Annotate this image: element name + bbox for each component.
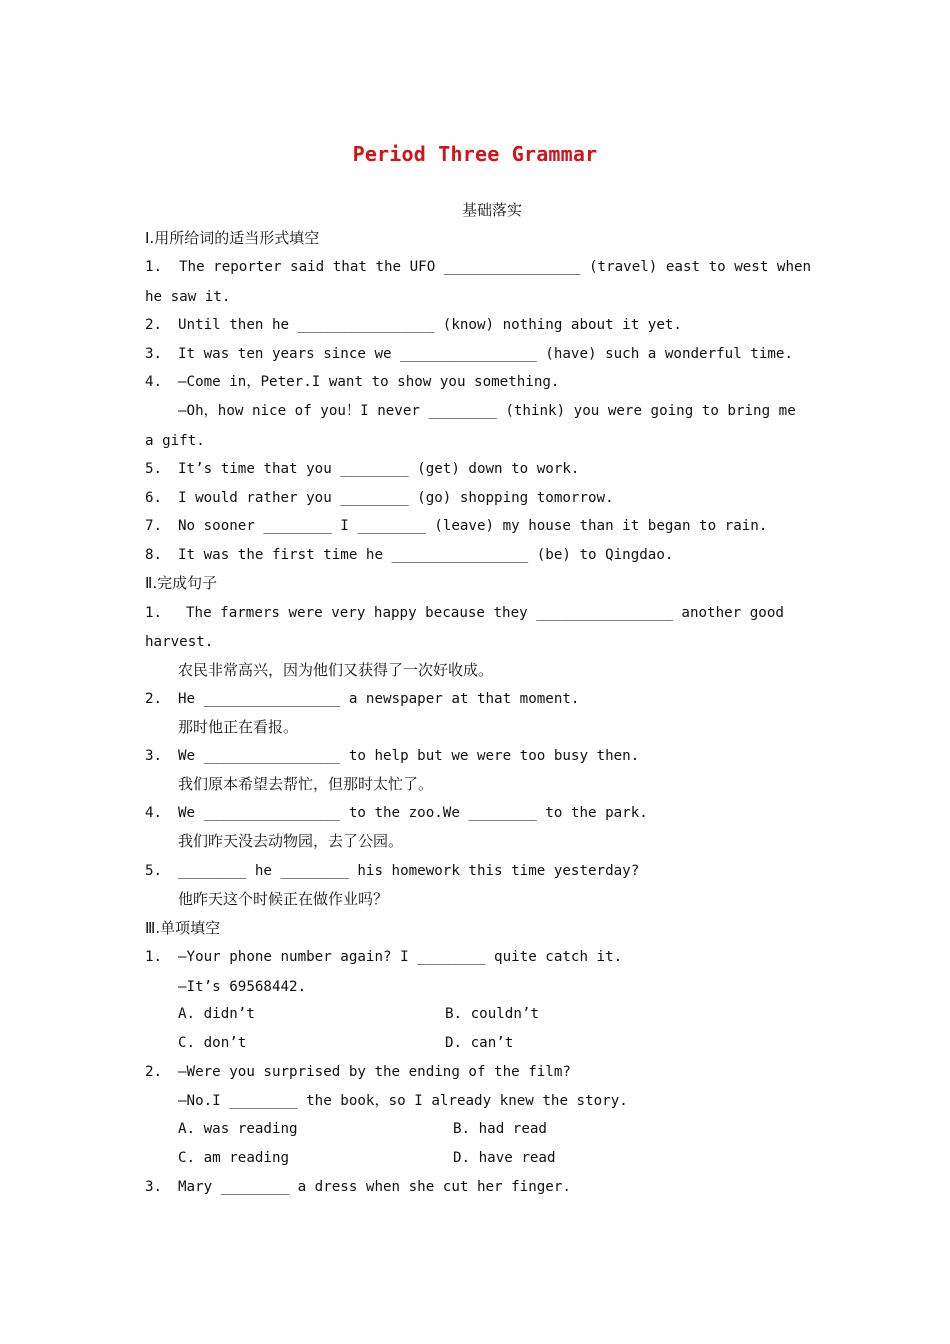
question-number: 8.: [145, 547, 163, 563]
answer-option[interactable]: A. didn’t: [178, 1006, 255, 1022]
question-number: 6.: [145, 490, 163, 506]
question-number: 2.: [145, 691, 163, 707]
question-text-continued: —It’s 69568442.: [178, 979, 307, 995]
question-number: 3.: [145, 1179, 163, 1195]
question-text-continued: a gift.: [145, 433, 205, 449]
page-title: Period Three Grammar: [352, 142, 598, 166]
question-number: 1.: [145, 949, 163, 965]
question-number: 2.: [145, 317, 163, 333]
question-text: The farmers were very happy because they ________________ another good: [186, 605, 784, 621]
question-text: —Were you surprised by the ending of the film?: [178, 1064, 571, 1080]
question-text: ________ he ________ his homework this time yesterday?: [178, 863, 640, 879]
question-number: 3.: [145, 346, 163, 362]
page-subtitle: 基础落实: [461, 201, 522, 219]
question-text: No sooner ________ I ________ (leave) my house than it began to rain.: [178, 518, 768, 534]
answer-option[interactable]: B. had read: [453, 1121, 547, 1137]
question-text-continued: —Oh，how nice of you！I never ________ (think) you were going to bring me: [178, 403, 796, 419]
question-number: 5.: [145, 461, 163, 477]
question-text-continued: harvest.: [145, 634, 214, 650]
question-text: —Your phone number again? I ________ quite catch it.: [178, 949, 623, 965]
question-text: It’s time that you ________ (get) down to work.: [178, 461, 580, 477]
answer-option[interactable]: D. can’t: [445, 1035, 514, 1051]
chinese-translation: 农民非常高兴，因为他们又获得了一次好收成。: [178, 661, 494, 679]
section-heading: Ⅲ.单项填空: [145, 919, 221, 937]
section-heading: Ⅰ.用所给词的适当形式填空: [145, 229, 320, 247]
question-text: We ________________ to the zoo.We ________ to the park.: [178, 805, 648, 821]
question-number: 4.: [145, 374, 163, 390]
question-number: 1.: [145, 259, 163, 275]
answer-option[interactable]: C. am reading: [178, 1150, 290, 1166]
chinese-translation: 我们原本希望去帮忙，但那时太忙了。: [178, 775, 434, 793]
question-number: 1.: [145, 605, 163, 621]
chinese-translation: 他昨天这个时候正在做作业吗？: [178, 890, 389, 908]
question-number: 7.: [145, 518, 163, 534]
question-text: The reporter said that the UFO ________________ (travel) east to west when: [179, 259, 812, 275]
question-text-continued: —No.I ________ the book，so I already knew the story.: [178, 1093, 628, 1109]
question-text: Mary ________ a dress when she cut her finger.: [178, 1179, 571, 1195]
question-text: It was ten years since we ________________ (have) such a wonderful time.: [178, 346, 793, 362]
answer-option[interactable]: B. couldn’t: [445, 1006, 539, 1022]
answer-option[interactable]: C. don’t: [178, 1035, 247, 1051]
question-text-continued: he saw it.: [145, 289, 231, 305]
section-heading: Ⅱ.完成句子: [145, 574, 218, 592]
answer-option[interactable]: D. have read: [453, 1150, 556, 1166]
question-text: I would rather you ________ (go) shopping tomorrow.: [178, 490, 614, 506]
chinese-translation: 我们昨天没去动物园，去了公园。: [178, 832, 404, 850]
chinese-translation: 那时他正在看报。: [178, 718, 299, 736]
question-text: It was the first time he ________________ (be) to Qingdao.: [178, 547, 674, 563]
question-text: Until then he ________________ (know) nothing about it yet.: [178, 317, 682, 333]
answer-option[interactable]: A. was reading: [178, 1121, 298, 1137]
question-number: 2.: [145, 1064, 163, 1080]
question-number: 4.: [145, 805, 163, 821]
question-text: We ________________ to help but we were too busy then.: [178, 748, 640, 764]
question-number: 5.: [145, 863, 163, 879]
question-text: He ________________ a newspaper at that moment.: [178, 691, 580, 707]
question-number: 3.: [145, 748, 163, 764]
question-text: —Come in，Peter.I want to show you something.: [178, 374, 560, 390]
